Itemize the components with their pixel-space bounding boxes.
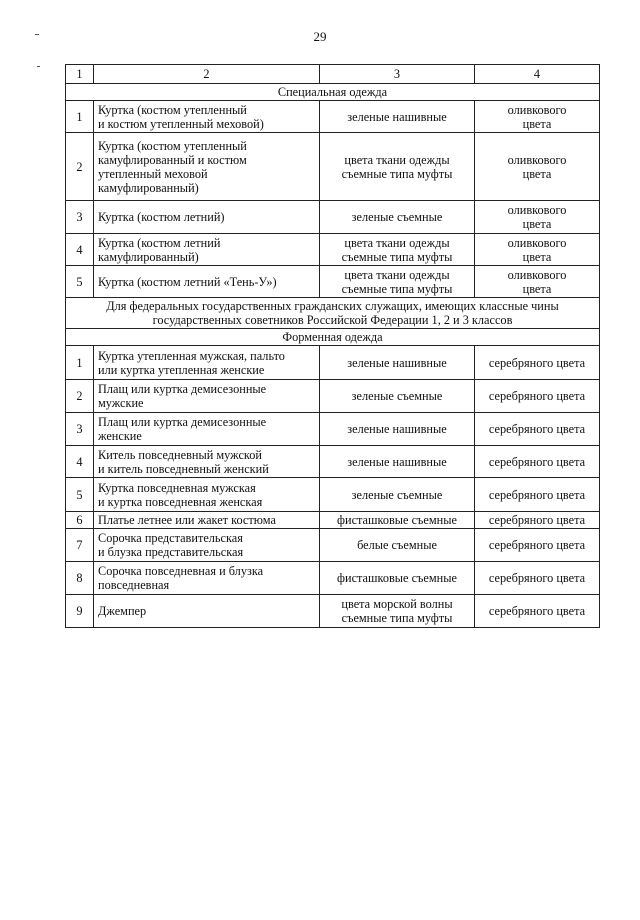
- insignia-type: зеленые нашивные: [320, 101, 475, 133]
- row-number: 3: [66, 413, 94, 446]
- clothing-item: Плащ или куртка демисезонные мужские: [94, 380, 320, 413]
- insignia-type: зеленые съемные: [320, 201, 475, 234]
- clothing-item: Куртка (костюм летний): [94, 201, 320, 234]
- header-cell: 1: [66, 65, 94, 84]
- insignia-color: оливкового цвета: [475, 234, 600, 266]
- header-row: [66, 65, 600, 84]
- table-row: [66, 478, 600, 512]
- insignia-color: оливкового цвета: [475, 266, 600, 298]
- row-number: 5: [66, 478, 94, 512]
- table-row: [66, 346, 600, 380]
- table-row: [66, 512, 600, 529]
- clothing-item: Сорочка повседневная и блузка повседневная: [94, 562, 320, 595]
- row-number: 8: [66, 562, 94, 595]
- table-row: [66, 413, 600, 446]
- insignia-color: серебряного цвета: [475, 529, 600, 562]
- clothing-item: Сорочка представительская и блузка представительская: [94, 529, 320, 562]
- clothing-item: Куртка (костюм летний камуфлированный): [94, 234, 320, 266]
- insignia-type: зеленые нашивные: [320, 413, 475, 446]
- table-row: [66, 446, 600, 478]
- row-number: 1: [66, 346, 94, 380]
- clothing-item: Плащ или куртка демисезонные женские: [94, 413, 320, 446]
- clothing-item: Куртка (костюм утепленный и костюм утепленный меховой): [94, 101, 320, 133]
- clothing-item: Куртка утепленная мужская, пальто или куртка утепленная женские: [94, 346, 320, 380]
- row-number: 4: [66, 234, 94, 266]
- row-number: 6: [66, 512, 94, 529]
- insignia-color: серебряного цвета: [475, 413, 600, 446]
- insignia-type: фисташковые съемные: [320, 562, 475, 595]
- row-number: 1: [66, 101, 94, 133]
- clothing-item: Платье летнее или жакет костюма: [94, 512, 320, 529]
- insignia-type: зеленые нашивные: [320, 346, 475, 380]
- row-number: 2: [66, 133, 94, 201]
- section-title-special-row: [66, 84, 600, 101]
- header-cell: 3: [320, 65, 475, 84]
- insignia-color: серебряного цвета: [475, 446, 600, 478]
- row-number: 7: [66, 529, 94, 562]
- table-row: [66, 201, 600, 234]
- insignia-type: цвета морской волны съемные типа муфты: [320, 595, 475, 628]
- clothing-item: Джемпер: [94, 595, 320, 628]
- clothing-item: Куртка повседневная мужская и куртка повседневная женская: [94, 478, 320, 512]
- table-row: [66, 595, 600, 628]
- row-number: 4: [66, 446, 94, 478]
- table-row: [66, 529, 600, 562]
- insignia-type: цвета ткани одежды съемные типа муфты: [320, 266, 475, 298]
- insignia-color: серебряного цвета: [475, 595, 600, 628]
- table-row: [66, 266, 600, 298]
- insignia-color: серебряного цвета: [475, 512, 600, 529]
- table-row: [66, 234, 600, 266]
- clothing-item: Китель повседневный мужской и китель повседневный женский: [94, 446, 320, 478]
- section-title-uniform: Форменная одежда: [66, 329, 600, 346]
- row-number: 9: [66, 595, 94, 628]
- insignia-color: серебряного цвета: [475, 562, 600, 595]
- uniform-insignia-table: [65, 64, 600, 628]
- insignia-color: серебряного цвета: [475, 478, 600, 512]
- insignia-color: оливкового цвета: [475, 201, 600, 234]
- insignia-type: белые съемные: [320, 529, 475, 562]
- insignia-type: цвета ткани одежды съемные типа муфты: [320, 133, 475, 201]
- header-cell: 2: [94, 65, 320, 84]
- row-number: 5: [66, 266, 94, 298]
- insignia-color: серебряного цвета: [475, 380, 600, 413]
- section-note: Для федеральных государственных гражданских служащих, имеющих классные чины государственных советников Российской Федерации 1, 2 и 3 классов: [66, 298, 600, 329]
- insignia-type: зеленые нашивные: [320, 446, 475, 478]
- header-cell: 4: [475, 65, 600, 84]
- insignia-color: серебряного цвета: [475, 346, 600, 380]
- insignia-type: зеленые съемные: [320, 380, 475, 413]
- table-row: [66, 380, 600, 413]
- insignia-color: оливкового цвета: [475, 133, 600, 201]
- insignia-type: зеленые съемные: [320, 478, 475, 512]
- insignia-type: фисташковые съемные: [320, 512, 475, 529]
- row-number: 3: [66, 201, 94, 234]
- insignia-type: цвета ткани одежды съемные типа муфты: [320, 234, 475, 266]
- table-row: [66, 101, 600, 133]
- section-title-uniform-row: [66, 329, 600, 346]
- section-title-special: Специальная одежда: [66, 84, 600, 101]
- page-number: 29: [313, 29, 327, 44]
- table-row: [66, 133, 600, 201]
- insignia-color: оливкового цвета: [475, 101, 600, 133]
- clothing-item: Куртка (костюм утепленный камуфлированный и костюм утепленный меховой камуфлированный): [94, 133, 320, 201]
- clothing-item: Куртка (костюм летний «Тень-У»): [94, 266, 320, 298]
- row-number: 2: [66, 380, 94, 413]
- table-row: [66, 562, 600, 595]
- section-note-row: [66, 298, 600, 329]
